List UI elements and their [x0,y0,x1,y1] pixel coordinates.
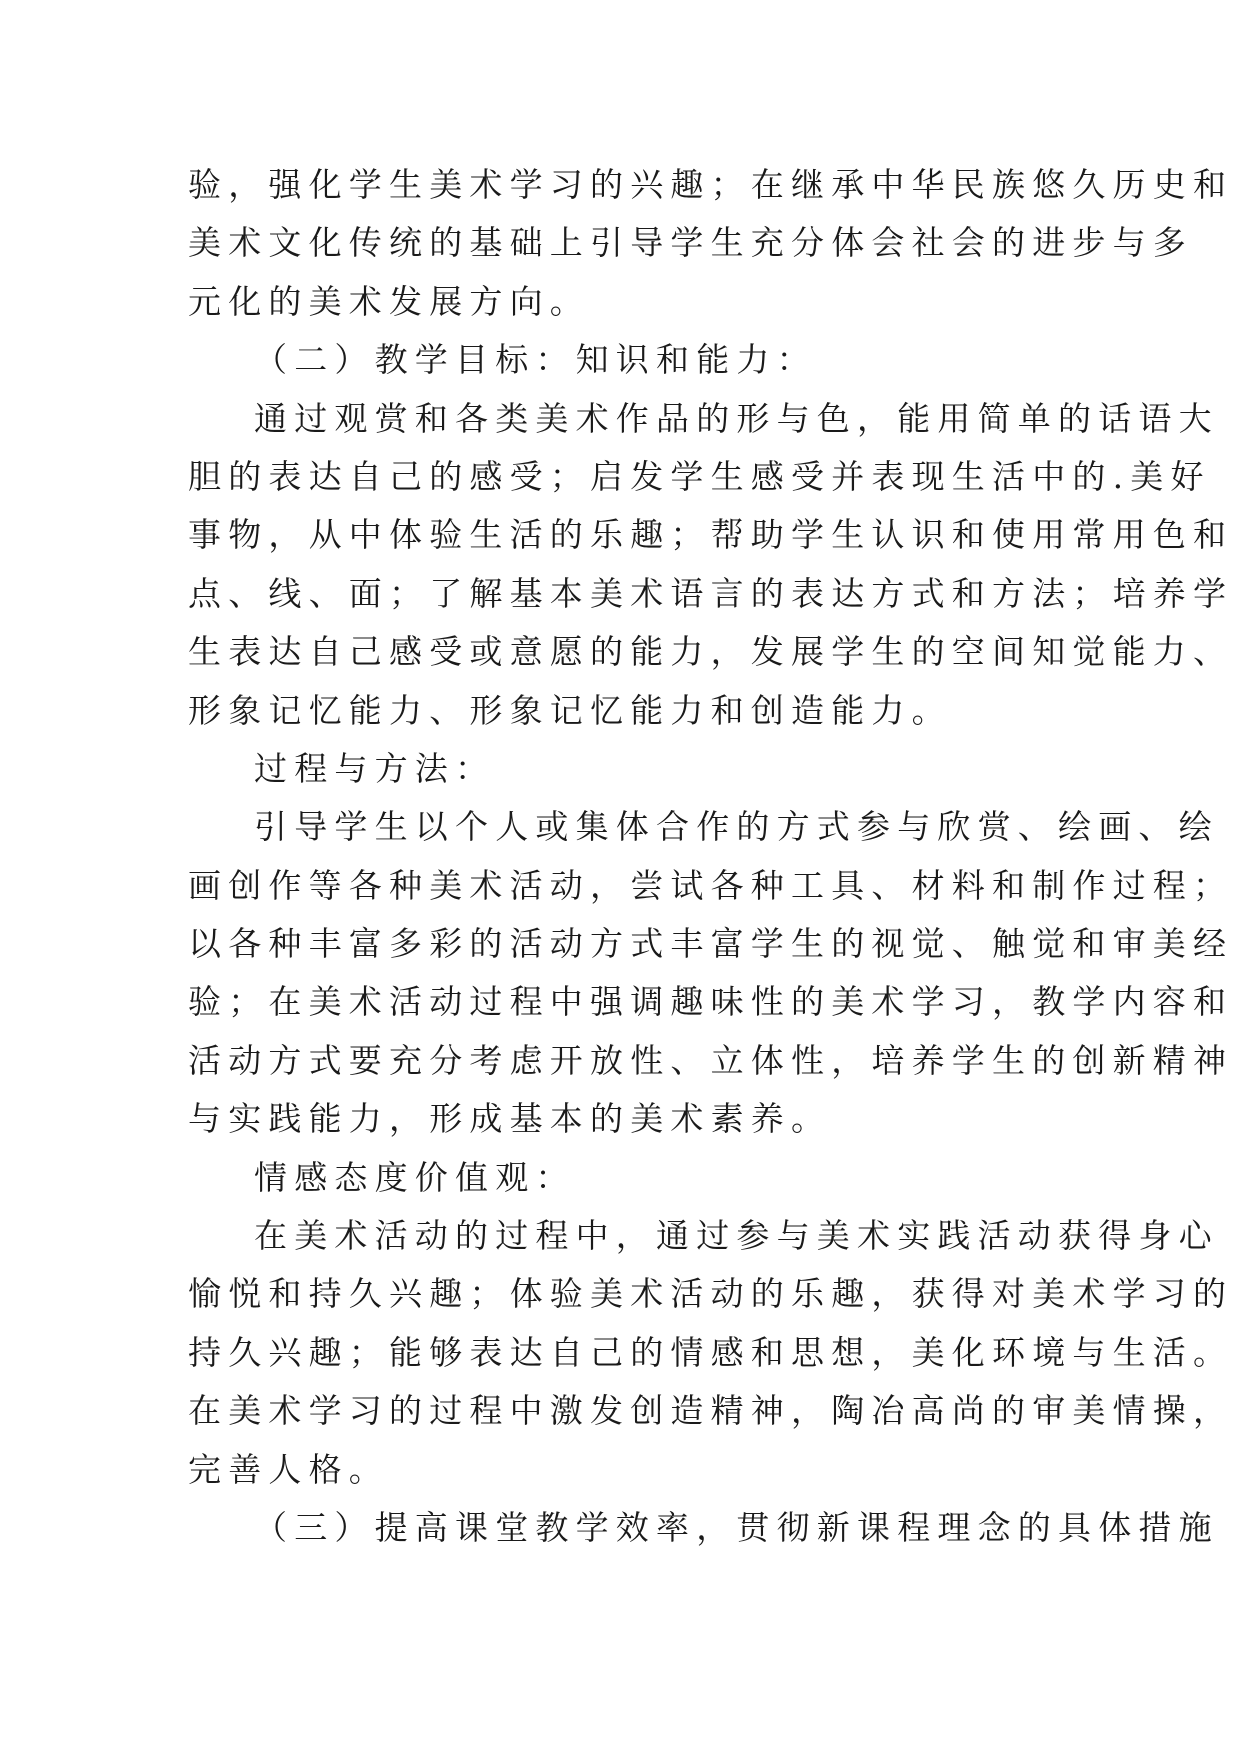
text-line: 在美术活动的过程中，通过参与美术实践活动获得身心 [254,1216,1219,1256]
text-line: 元化的美术发展方向。 [188,281,590,321]
subsection-heading: 情感态度价值观： [254,1157,576,1197]
text-line: 与实践能力，形成基本的美术素养。 [188,1099,832,1139]
text-line: 持久兴趣；能够表达自己的情感和思想，美化环境与生活。 [188,1332,1234,1372]
text-line: 验，强化学生美术学习的兴趣；在继承中华民族悠久历史和 [188,165,1234,204]
text-line: 形象记忆能力、形象记忆能力和创造能力。 [188,690,952,730]
document-body [188,156,1234,1557]
text-line: 美术文化传统的基础上引导学生充分体会社会的进步与多 [188,223,1193,263]
text-line: 通过观赏和各类美术作品的形与色，能用简单的话语大 [254,398,1219,438]
text-line: 以各种丰富多彩的活动方式丰富学生的视觉、触觉和审美经 [188,924,1234,964]
text-line: 活动方式要充分考虑开放性、立体性，培养学生的创新精神 [188,1040,1234,1080]
text-line: 完善人格。 [188,1449,389,1489]
text-line: 画创作等各种美术活动，尝试各种工具、材料和制作过程； [188,865,1234,905]
section-heading: （二）教学目标：知识和能力： [254,340,817,380]
subsection-heading: 过程与方法： [254,748,496,788]
text-line: 生表达自己感受或意愿的能力，发展学生的空间知觉能力、 [188,632,1234,672]
section-heading: （三）提高课堂教学效率，贯彻新课程理念的具体措施 [254,1507,1219,1547]
text-line: 验；在美术活动过程中强调趣味性的美术学习，教学内容和 [188,982,1234,1022]
text-line: 事物，从中体验生活的乐趣；帮助学生认识和使用常用色和 [188,515,1234,555]
text-line: 引导学生以个人或集体合作的方式参与欣赏、绘画、绘 [254,807,1219,847]
text-line: 胆的表达自己的感受；启发学生感受并表现生活中的.美好 [188,456,1211,496]
text-line: 在美术学习的过程中激发创造精神，陶冶高尚的审美情操， [188,1391,1234,1431]
text-line: 愉悦和持久兴趣；体验美术活动的乐趣，获得对美术学习的 [188,1274,1234,1314]
text-line: 点、线、面；了解基本美术语言的表达方式和方法；培养学 [188,573,1234,613]
